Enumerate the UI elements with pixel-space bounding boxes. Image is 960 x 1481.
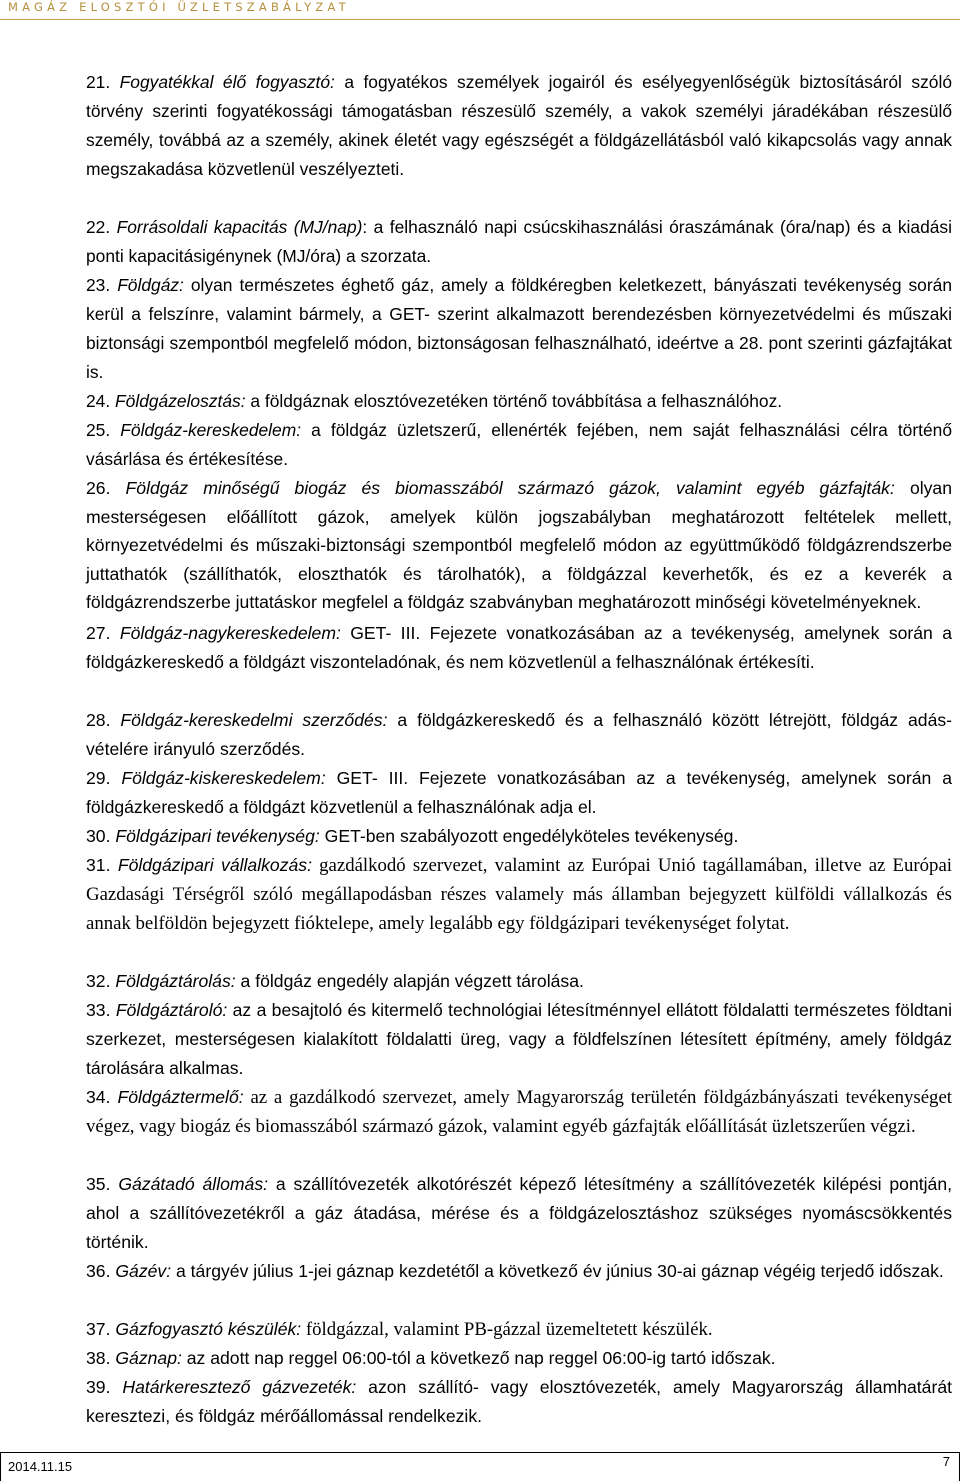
definition-item: 26. Földgáz minőségű biogáz és biomasszából származó gázok, valamint egyéb gázfajták: olyan mesterségesen előállított gázok, amelyek külön jogszabályban meghatározott feltételek mellett, környezetvédelmi és műszaki-biztonsági szempontból megfelelő módon az együttműködő földgázrendszerbe juttathatók (szállíthatók, eloszthatók és tárolhatók), a földgázzal keverhetők, és ez a keverék a földgázrendszerbe juttatáskor megfelel a földgáz szabványban meghatározott minőségi követelményeknek.	[86, 478, 953, 613]
definition-item: 35. Gázátadó állomás: a szállítóvezeték alkotórészét képező létesítmény a szállítóvezeték kilépési pontján, ahol a szállítóvezetékről a gáz átadása, mérése és a földgázelosztáshoz szükséges nyomáscsökkentés történik.	[86, 1174, 953, 1252]
definition-item: 34. Földgáztermelő: az a gazdálkodó szervezet, amely Magyarország területén földgázbányászati tevékenységet végez, vagy biogáz és biomasszából származó gázok, valamint egyéb gázfajták előállítását üzletszerűen végzi.	[86, 1087, 953, 1137]
header-title: MAGÁZ ELOSZTÓI ÜZLETSZABÁLYZAT	[8, 0, 350, 14]
definition-item: 22. Forrásoldali kapacitás (MJ/nap): a felhasználó napi csúcskihasználási óraszámának (óra/nap) és a kiadási ponti kapacitásigénynek (MJ/óra) a szorzata.	[86, 217, 952, 266]
header-divider	[0, 19, 960, 20]
definitions-list	[86, 68, 952, 1431]
definition-item: 27. Földgáz-nagykereskedelem: GET- III. Fejezete vonatkozásában az a tevékenység, amelynek során a földgázkereskedő a földgázt viszonteladónak, és nem közvetlenül a felhasználónak értékesíti.	[86, 623, 952, 672]
definition-item: 36. Gázév: a tárgyév július 1-jei gáznap kezdetétől a következő év június 30-ai gáznap végéig terjedő időszak.	[86, 1261, 944, 1281]
definition-item: 30. Földgázipari tevékenység: GET-ben szabályozott engedélyköteles tevékenység.	[86, 826, 739, 846]
definition-item: 33. Földgáztároló: az a besajtoló és kitermelő technológiai létesítménnyel ellátott földalatti természetes földtani szerkezet, mesterségesen kialakított földalatti üreg, vagy a földfelszínen létesített építmény, amely földgáz tárolására alkalmas.	[86, 1000, 953, 1078]
definition-item: 37. Gázfogyasztó készülék: földgázzal, valamint PB-gázzal üzemeltetett készülék.	[86, 1319, 713, 1340]
definition-item: 39. Határkeresztező gázvezeték: azon szállító- vagy elosztóvezeték, amely Magyarország államhatárát keresztezi, és földgáz mérőállomással rendelkezik.	[86, 1377, 952, 1426]
definition-item: 25. Földgáz-kereskedelem: a földgáz üzletszerű, ellenérték fejében, nem saját felhasználási célra történő vásárlása és értékesítése.	[86, 420, 952, 469]
definition-item: 28. Földgáz-kereskedelmi szerződés: a földgázkereskedő és a felhasználó között létrejött, földgáz adás-vételére irányuló szerződés.	[86, 710, 953, 759]
definition-item: 38. Gáznap: az adott nap reggel 06:00-tól a következő nap reggel 06:00-ig tartó időszak.	[86, 1348, 776, 1368]
footer-divider	[0, 1452, 960, 1453]
footer-date: 2014.11.15	[8, 1459, 73, 1474]
definition-item: 24. Földgázelosztás: a földgáznak elosztóvezetéken történő továbbítása a felhasználóhoz.	[86, 391, 783, 411]
definition-item: 32. Földgáztárolás: a földgáz engedély alapján végzett tárolása.	[86, 971, 584, 991]
definition-item: 21. Fogyatékkal élő fogyasztó: a fogyatékos személyek jogairól és esélyegyenlőségük biztosításáról szóló törvény szerinti fogyatékossági támogatásban részesülő személy, a vakok személyi járadékában részesülő személy, továbbá az a személy, akinek életét vagy egészségét a földgázellátásból való kikapcsolás vagy annak megszakadása közvetlenül veszélyezteti.	[86, 72, 952, 179]
definition-item: 29. Földgáz-kiskereskedelem: GET- III. Fejezete vonatkozásában az a tevékenység, amelynek során a földgázkereskedő a földgázt közvetlenül a felhasználónak adja el.	[86, 768, 952, 817]
footer-border-left	[0, 1452, 1, 1481]
page-number: 7	[942, 1454, 950, 1469]
definition-item: 31. Földgázipari vállalkozás: gazdálkodó szervezet, valamint az Európai Unió tagállamában, illetve az Európai Gazdasági Térségről szóló megállapodásban részes valamely más államban bejegyzett külföldi vállalkozás és annak belföldön bejegyzett fióktelepe, amely legalább egy földgázipari tevékenységet folytat.	[86, 855, 952, 934]
page-header	[0, 0, 960, 18]
definition-item: 23. Földgáz: olyan természetes éghető gáz, amely a földkéregben keletkezett, bányászati tevékenység során kerül a felszínre, valamint bármely, a GET- szerint alkalmazott berendezésben környezetvédelmi és műszaki biztonsági szempontból megfelelő módon, biztonságosan felhasználható, ideértve a 28. pont szerinti gázfajtákat is.	[86, 275, 952, 382]
